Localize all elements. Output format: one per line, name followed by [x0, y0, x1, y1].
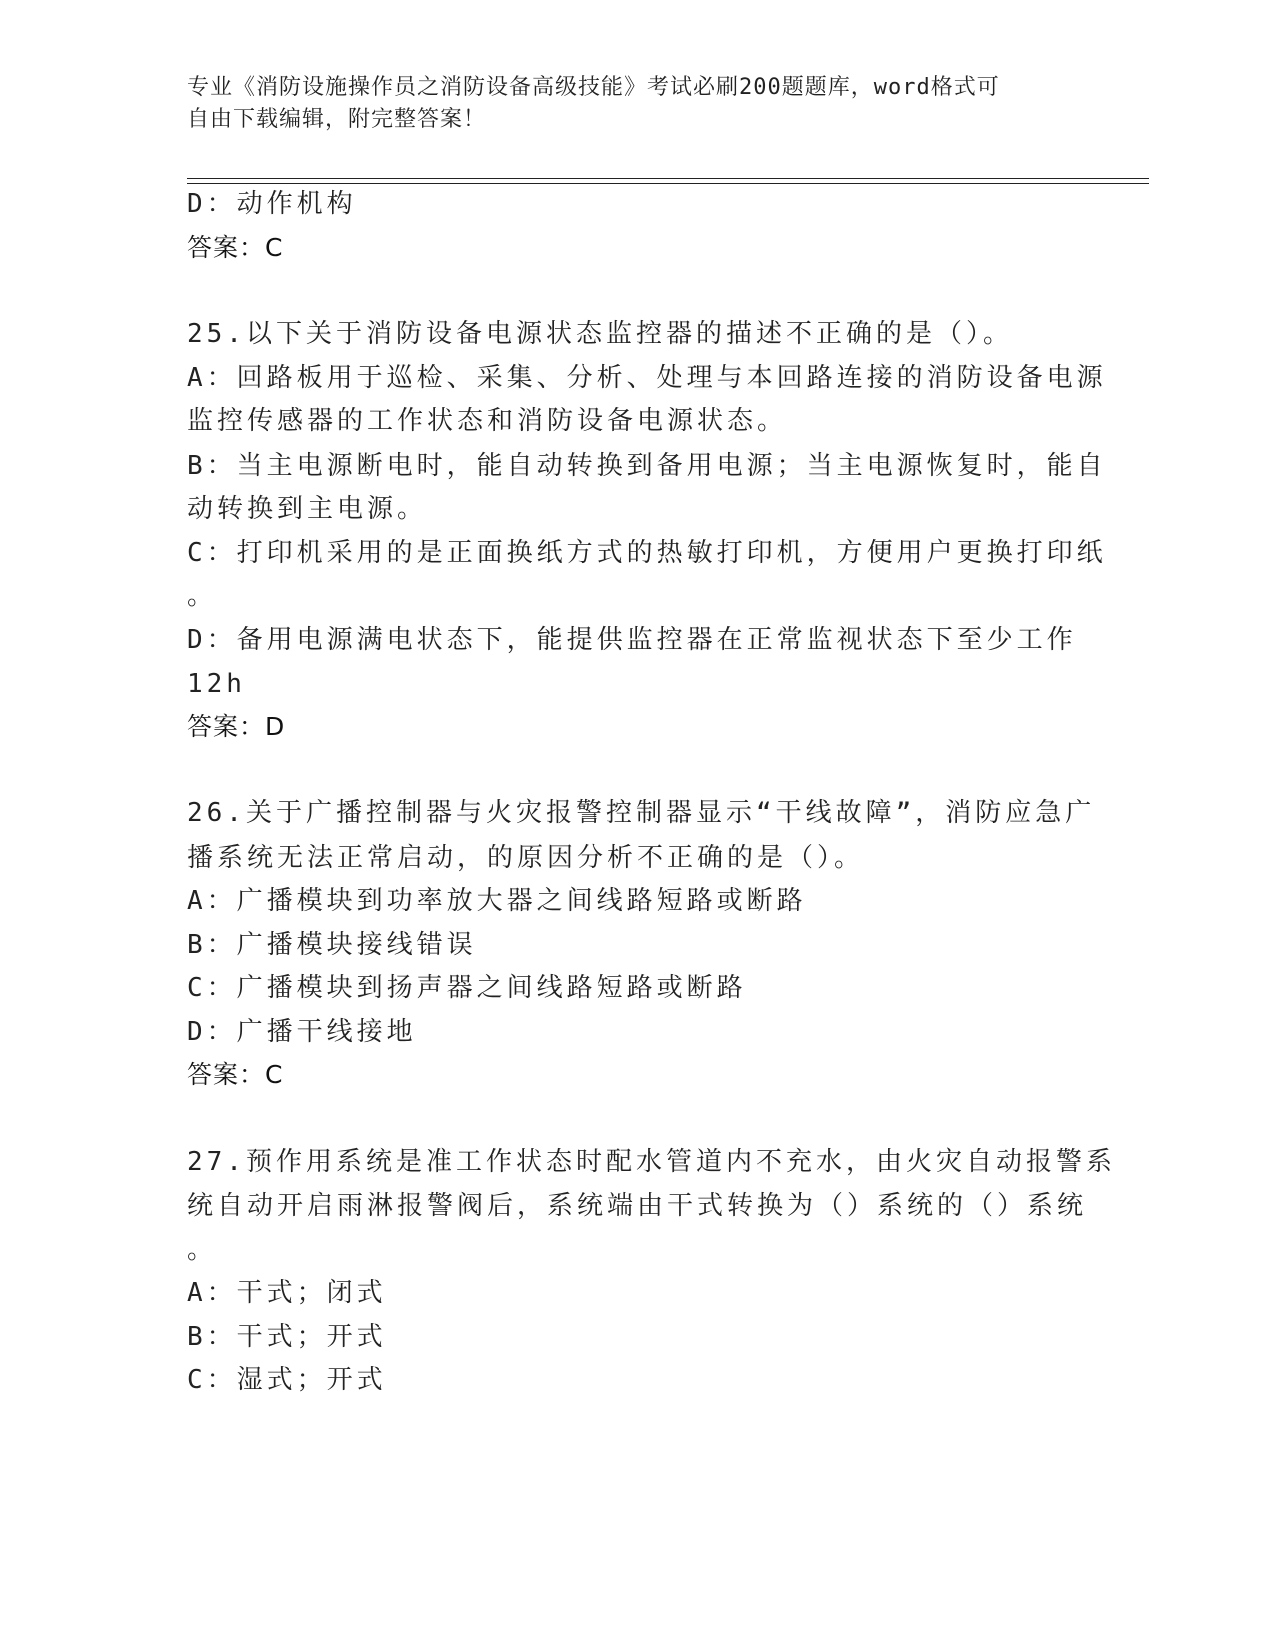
q26-stem-line-2: 播系统无法正常启动，的原因分析不正确的是（）。: [187, 843, 865, 873]
q25-option-b-line-1: B：当主电源断电时，能自动转换到备用电源；当主电源恢复时，能自: [187, 451, 1107, 481]
q25-option-d-line-1: D：备用电源满电状态下，能提供监控器在正常监视状态下至少工作: [187, 625, 1077, 655]
q25-option-b-line-2: 动转换到主电源。: [187, 494, 428, 524]
header-divider-top: [187, 178, 1149, 179]
q26-stem-line-1: 26.关于广播控制器与火灾报警控制器显示“干线故障”，消防应急广: [187, 798, 1096, 828]
document-header: [187, 72, 1067, 136]
q25-option-a-line-2: 监控传感器的工作状态和消防设备电源状态。: [187, 406, 788, 436]
header-divider-bottom: [187, 183, 1149, 184]
q25-option-a-line-1: A：回路板用于巡检、采集、分析、处理与本回路连接的消防设备电源: [187, 363, 1107, 393]
header-line-2: 自由下载编辑，附完整答案！: [187, 107, 487, 132]
q26-option-a: A：广播模块到功率放大器之间线路短路或断路: [187, 886, 807, 916]
q27-stem-line-1: 27.预作用系统是准工作状态时配水管道内不充水，由火灾自动报警系: [187, 1147, 1116, 1177]
q26-option-c: C：广播模块到扬声器之间线路短路或断路: [187, 973, 747, 1003]
q27-stem-line-2: 统自动开启雨淋报警阀后，系统端由干式转换为（）系统的（）系统: [187, 1191, 1088, 1221]
q26-option-d: D：广播干线接地: [187, 1017, 417, 1047]
q25-stem: 25.以下关于消防设备电源状态监控器的描述不正确的是（）。: [187, 319, 1013, 349]
q26-option-b: B：广播模块接线错误: [187, 930, 477, 960]
header-line-1: 专业《消防设施操作员之消防设备高级技能》考试必刷200题题库，word格式可: [187, 75, 1000, 100]
q25-option-c-line-2: 。: [187, 581, 218, 611]
q27-stem-line-3: 。: [187, 1235, 218, 1265]
q26-answer: 答案：C: [187, 1060, 284, 1089]
q27-option-b: B：干式；开式: [187, 1322, 387, 1352]
prev-answer: 答案：C: [187, 233, 284, 262]
q25-option-c-line-1: C：打印机采用的是正面换纸方式的热敏打印机，方便用户更换打印纸: [187, 538, 1107, 568]
prev-option-d: D：动作机构: [187, 189, 357, 219]
q27-option-a: A：干式；闭式: [187, 1278, 387, 1308]
q25-option-d-line-2: 12h: [187, 669, 246, 699]
q25-answer: 答案：D: [187, 712, 286, 741]
q27-option-c: C：湿式；开式: [187, 1365, 387, 1395]
